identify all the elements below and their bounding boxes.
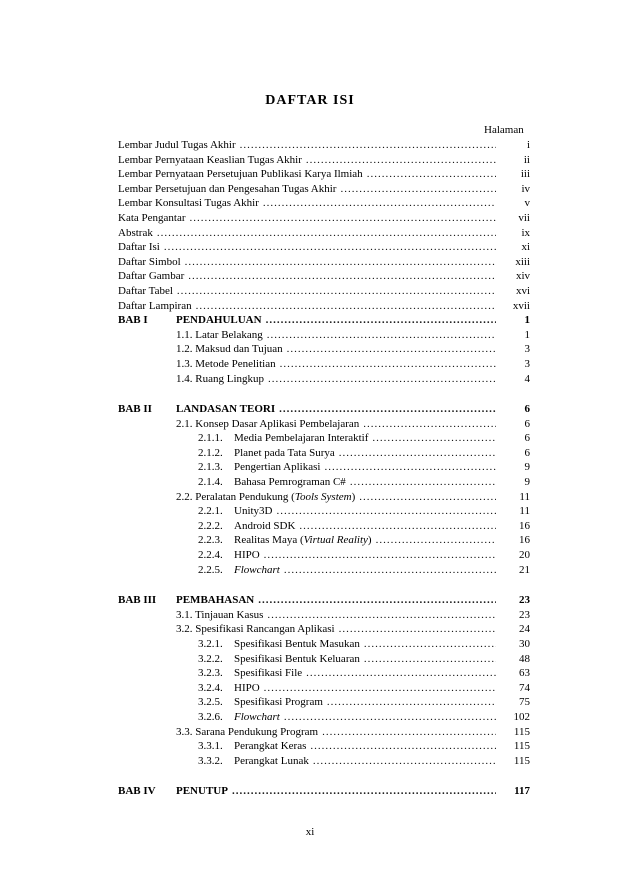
toc-entry: Lembar Judul Tugas Akhir ..... i [118, 138, 530, 153]
toc-subsection: 2.1.3. Pengertian Aplikasi ..... 9 [118, 460, 530, 475]
toc-subsection: 3.2.2. Spesifikasi Bentuk Keluaran ..... 48 [118, 652, 530, 667]
toc-section: 1.3. Metode Penelitian ..... 3 [118, 357, 530, 372]
toc-entry: Daftar Gambar ..... xiv [118, 269, 530, 284]
chapter-heading: BAB II LANDASAN TEORI ..... 6 [118, 402, 530, 417]
toc-subsection: 2.2.3. Realitas Maya (Virtual Reality) ..... 16 [118, 533, 530, 548]
toc-section: 1.1. Latar Belakang ..... 1 [118, 328, 530, 343]
toc-subsection: 2.2.4. HIPO ..... 20 [118, 548, 530, 563]
toc-subsection: 3.3.2. Perangkat Lunak ..... 115 [118, 754, 530, 769]
toc-entry: Kata Pengantar ..... vii [118, 211, 530, 226]
toc-section: 2.2. Peralatan Pendukung (Tools System) ..... 11 [118, 490, 530, 505]
chapter-heading: BAB I PENDAHULUAN ..... 1 [118, 313, 530, 328]
chapter-heading: BAB III PEMBAHASAN ..... 23 [118, 593, 530, 608]
toc-entry: Daftar Tabel ..... xvi [118, 284, 530, 299]
table-of-contents [118, 138, 530, 799]
page-number: xi [305, 826, 315, 838]
toc-subsection: 3.2.1. Spesifikasi Bentuk Masukan ..... 30 [118, 637, 530, 652]
toc-subsection: 3.2.6. Flowchart ..... 102 [118, 710, 530, 725]
toc-subsection: 2.2.5. Flowchart ..... 21 [118, 563, 530, 578]
toc-entry: Lembar Konsultasi Tugas Akhir ..... v [118, 196, 530, 211]
toc-subsection: 3.2.4. HIPO ..... 74 [118, 681, 530, 696]
toc-subsection: 2.2.1. Unity3D ..... 11 [118, 504, 530, 519]
toc-subsection: 2.1.1. Media Pembelajaran Interaktif ..... 6 [118, 431, 530, 446]
toc-subsection: 3.3.1. Perangkat Keras ..... 115 [118, 739, 530, 754]
toc-subsection: 2.1.4. Bahasa Pemrograman C# ..... 9 [118, 475, 530, 490]
toc-section: 3.2. Spesifikasi Rancangan Aplikasi ..... 24 [118, 622, 530, 637]
toc-section: 3.3. Sarana Pendukung Program ..... 115 [118, 725, 530, 740]
chapter-heading: BAB IV PENUTUP ..... 117 [118, 784, 530, 799]
toc-subsection: 2.1.2. Planet pada Tata Surya ..... 6 [118, 446, 530, 461]
toc-entry: Daftar Lampiran ..... xvii [118, 299, 530, 314]
toc-subsection: 2.2.2. Android SDK ..... 16 [118, 519, 530, 534]
toc-subsection: 3.2.3. Spesifikasi File ..... 63 [118, 666, 530, 681]
toc-entry: Abstrak ..... ix [118, 226, 530, 241]
halaman-label: Halaman [484, 124, 524, 136]
toc-entry: Daftar Isi ..... xi [118, 240, 530, 255]
toc-entry: Lembar Pernyataan Keaslian Tugas Akhir ..... ii [118, 153, 530, 168]
toc-section: 3.1. Tinjauan Kasus ..... 23 [118, 608, 530, 623]
toc-entry: Lembar Persetujuan dan Pengesahan Tugas Akhir ..... iv [118, 182, 530, 197]
toc-entry: Daftar Simbol ..... xiii [118, 255, 530, 270]
toc-section: 1.2. Maksud dan Tujuan ..... 3 [118, 342, 530, 357]
toc-entry: Lembar Pernyataan Persetujuan Publikasi Karya Ilmiah ..... iii [118, 167, 530, 182]
page-title: DAFTAR ISI [265, 93, 355, 108]
toc-section: 1.4. Ruang Lingkup ..... 4 [118, 372, 530, 387]
toc-subsection: 3.2.5. Spesifikasi Program ..... 75 [118, 695, 530, 710]
toc-section: 2.1. Konsep Dasar Aplikasi Pembelajaran ..... 6 [118, 417, 530, 432]
